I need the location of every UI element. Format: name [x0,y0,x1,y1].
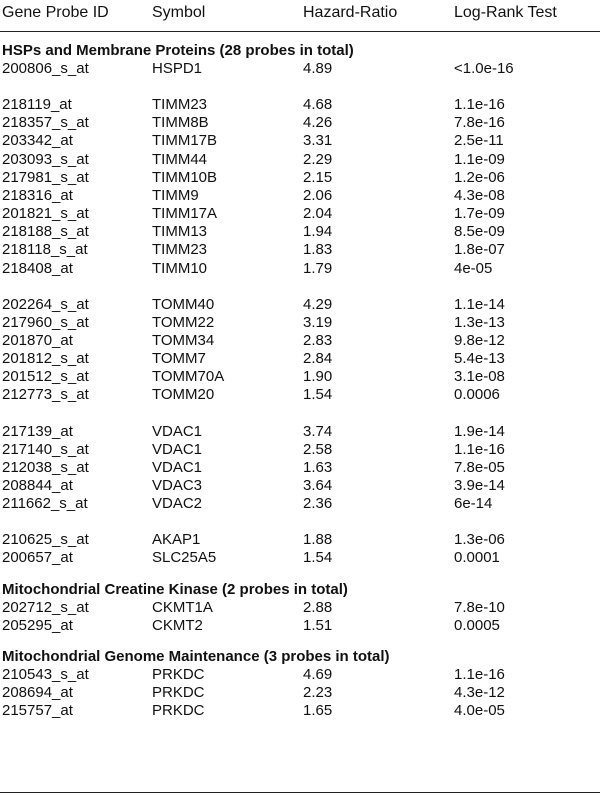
cell-symbol: TOMM34 [152,331,215,349]
cell-probe-id: 201512_s_at [2,368,89,386]
cell-probe-id: 200806_s_at [2,60,89,77]
cell-log-rank: 5.4e-13 [454,350,505,368]
cell-probe-id: 203093_s_at [2,150,89,168]
cell-hazard-ratio: 2.15 [303,168,333,186]
table-row [0,531,600,549]
cell-probe-id: 208844_at [2,477,73,494]
table-row [0,296,600,314]
table-row [0,368,600,386]
table-row [0,423,600,441]
top-rule [0,31,600,32]
cell-probe-id: 201821_s_at [2,205,89,223]
table-row [0,205,600,223]
cell-symbol: HSPD1 [152,60,203,77]
cell-probe-id: 218188_s_at [2,223,89,241]
cell-hazard-ratio: 2.29 [303,150,333,168]
table-row [0,599,600,617]
table-row [0,241,600,259]
table-row [0,96,600,114]
header-symbol: Symbol [152,4,206,21]
table-row [0,60,600,78]
cell-log-rank: 7.8e-16 [454,114,505,132]
header-log-rank-test: Log-Rank Test [454,4,557,21]
table-row [0,223,600,241]
table-row [0,549,600,567]
cell-log-rank: 1.9e-14 [454,422,505,440]
cell-log-rank: 0.0006 [454,386,500,404]
cell-symbol: TIMM23 [152,241,208,259]
cell-hazard-ratio: 4.89 [303,60,333,77]
cell-hazard-ratio: 2.23 [303,684,333,702]
cell-hazard-ratio: 2.36 [303,495,333,513]
cell-hazard-ratio: 1.54 [303,386,333,404]
cell-symbol: TOMM40 [152,295,215,313]
cell-probe-id: 203342_at [2,132,73,150]
section-title: HSPs and Membrane Proteins (28 probes in total) [2,42,354,59]
cell-log-rank: 1.1e-16 [454,96,505,114]
cell-hazard-ratio: 3.31 [303,132,333,150]
cell-log-rank: 0.0001 [454,549,500,567]
cell-hazard-ratio: 2.04 [303,205,333,223]
cell-symbol: VDAC3 [152,477,203,494]
cell-symbol: VDAC2 [152,495,203,513]
cell-log-rank: 1.7e-09 [454,205,505,223]
cell-symbol: CKMT2 [152,616,203,634]
cell-hazard-ratio: 4.68 [303,96,333,114]
cell-probe-id: 218316_at [2,186,73,204]
table-row [0,187,600,205]
cell-probe-id: 210543_s_at [2,665,89,683]
table-row [0,151,600,169]
cell-log-rank: <1.0e-16 [454,60,514,77]
cell-hazard-ratio: 1.51 [303,616,333,634]
table-row [0,114,600,132]
cell-symbol: TOMM7 [152,350,206,368]
table-row [0,386,600,404]
cell-probe-id: 201870_at [2,331,73,349]
cell-hazard-ratio: 2.84 [303,350,333,368]
cell-probe-id: 218408_at [2,259,73,277]
cell-symbol: TIMM13 [152,223,208,241]
cell-log-rank: 8.5e-09 [454,223,505,241]
cell-log-rank: 1.1e-09 [454,150,505,168]
cell-probe-id: 201812_s_at [2,350,89,368]
cell-hazard-ratio: 1.88 [303,531,333,549]
table-row [0,314,600,332]
cell-symbol: TIMM10 [152,259,208,277]
cell-log-rank: 1.3e-06 [454,531,505,549]
table-row [0,260,600,278]
table-header [0,4,600,28]
cell-probe-id: 218119_at [2,96,72,114]
cell-probe-id: 205295_at [2,616,73,634]
cell-probe-id: 200657_at [2,549,73,567]
cell-log-rank: 1.1e-16 [454,665,505,683]
table-row [0,666,600,684]
cell-hazard-ratio: 2.06 [303,186,333,204]
table-row [0,132,600,150]
table-row [0,350,600,368]
cell-symbol: TIMM10B [152,168,218,186]
cell-log-rank: 1.1e-16 [454,440,505,458]
table-row [0,459,600,477]
cell-probe-id: 212773_s_at [2,386,89,404]
cell-hazard-ratio: 2.83 [303,331,333,349]
table-row [0,441,600,459]
cell-symbol: TOMM20 [152,386,215,404]
cell-log-rank: 7.8e-10 [454,598,505,616]
cell-symbol: TIMM23 [152,96,208,114]
cell-hazard-ratio: 3.64 [303,477,333,494]
cell-symbol: TIMM9 [152,186,199,204]
cell-hazard-ratio: 1.94 [303,223,333,241]
cell-probe-id: 217139_at [2,422,73,440]
cell-log-rank: 4.0e-05 [454,702,505,720]
cell-hazard-ratio: 1.83 [303,241,333,259]
cell-probe-id: 212038_s_at [2,458,89,476]
section-title: Mitochondrial Creatine Kinase (2 probes in total) [2,580,348,598]
cell-log-rank: 4.3e-08 [454,186,505,204]
cell-probe-id: 217140_s_at [2,440,89,458]
cell-hazard-ratio: 4.69 [303,665,333,683]
cell-log-rank: 7.8e-05 [454,458,505,476]
cell-symbol: PRKDC [152,684,205,702]
cell-hazard-ratio: 2.88 [303,598,333,616]
cell-log-rank: 3.1e-08 [454,368,505,386]
cell-symbol: TIMM8B [152,114,209,132]
header-probe-id: Gene Probe ID [2,4,109,21]
cell-log-rank: 9.8e-12 [454,331,505,349]
cell-symbol: AKAP1 [152,531,201,549]
cell-symbol: CKMT1A [152,598,213,616]
cell-hazard-ratio: 1.79 [303,259,333,277]
cell-hazard-ratio: 4.26 [303,114,333,132]
cell-log-rank: 2.5e-11 [454,132,504,150]
section-title: Mitochondrial Genome Maintenance (3 probes in total) [2,647,390,665]
cell-symbol: SLC25A5 [152,549,217,567]
cell-log-rank: 1.2e-06 [454,168,505,186]
table-row [0,617,600,635]
cell-probe-id: 217960_s_at [2,313,89,331]
cell-log-rank: 1.8e-07 [454,241,505,259]
table-row [0,702,600,720]
cell-log-rank: 0.0005 [454,616,500,634]
cell-probe-id: 217981_s_at [2,168,89,186]
cell-probe-id: 211662_s_at [2,495,88,513]
cell-hazard-ratio: 1.63 [303,458,333,476]
cell-probe-id: 218357_s_at [2,114,89,132]
table-row [0,169,600,187]
cell-hazard-ratio: 1.54 [303,549,333,567]
cell-symbol: TIMM17B [152,132,218,150]
cell-probe-id: 202712_s_at [2,598,89,616]
cell-symbol: TOMM70A [152,368,225,386]
cell-symbol: VDAC1 [152,422,203,440]
table-row [0,332,600,350]
cell-hazard-ratio: 1.65 [303,702,333,720]
cell-symbol: TIMM17A [152,205,218,223]
table-row [0,495,600,513]
cell-probe-id: 218118_s_at [2,241,88,259]
cell-hazard-ratio: 1.90 [303,368,333,386]
cell-hazard-ratio: 3.19 [303,313,333,331]
cell-probe-id: 208694_at [2,684,73,702]
cell-log-rank: 4e-05 [454,259,493,277]
table-row [0,477,600,495]
cell-symbol: TOMM22 [152,313,215,331]
cell-symbol: VDAC1 [152,458,203,476]
bottom-rule [0,792,600,793]
cell-log-rank: 3.9e-14 [454,477,505,494]
cell-probe-id: 210625_s_at [2,531,89,549]
cell-log-rank: 1.1e-14 [454,295,505,313]
cell-log-rank: 6e-14 [454,495,493,513]
cell-symbol: VDAC1 [152,440,203,458]
cell-log-rank: 4.3e-12 [454,684,505,702]
cell-symbol: TIMM44 [152,150,208,168]
header-hazard-ratio: Hazard-Ratio [303,4,398,21]
cell-probe-id: 202264_s_at [2,295,89,313]
cell-probe-id: 215757_at [2,702,73,720]
table-row [0,684,600,702]
cell-log-rank: 1.3e-13 [454,313,505,331]
cell-hazard-ratio: 3.74 [303,422,333,440]
cell-symbol: PRKDC [152,702,205,720]
cell-symbol: PRKDC [152,665,205,683]
cell-hazard-ratio: 4.29 [303,295,333,313]
cell-hazard-ratio: 2.58 [303,440,333,458]
